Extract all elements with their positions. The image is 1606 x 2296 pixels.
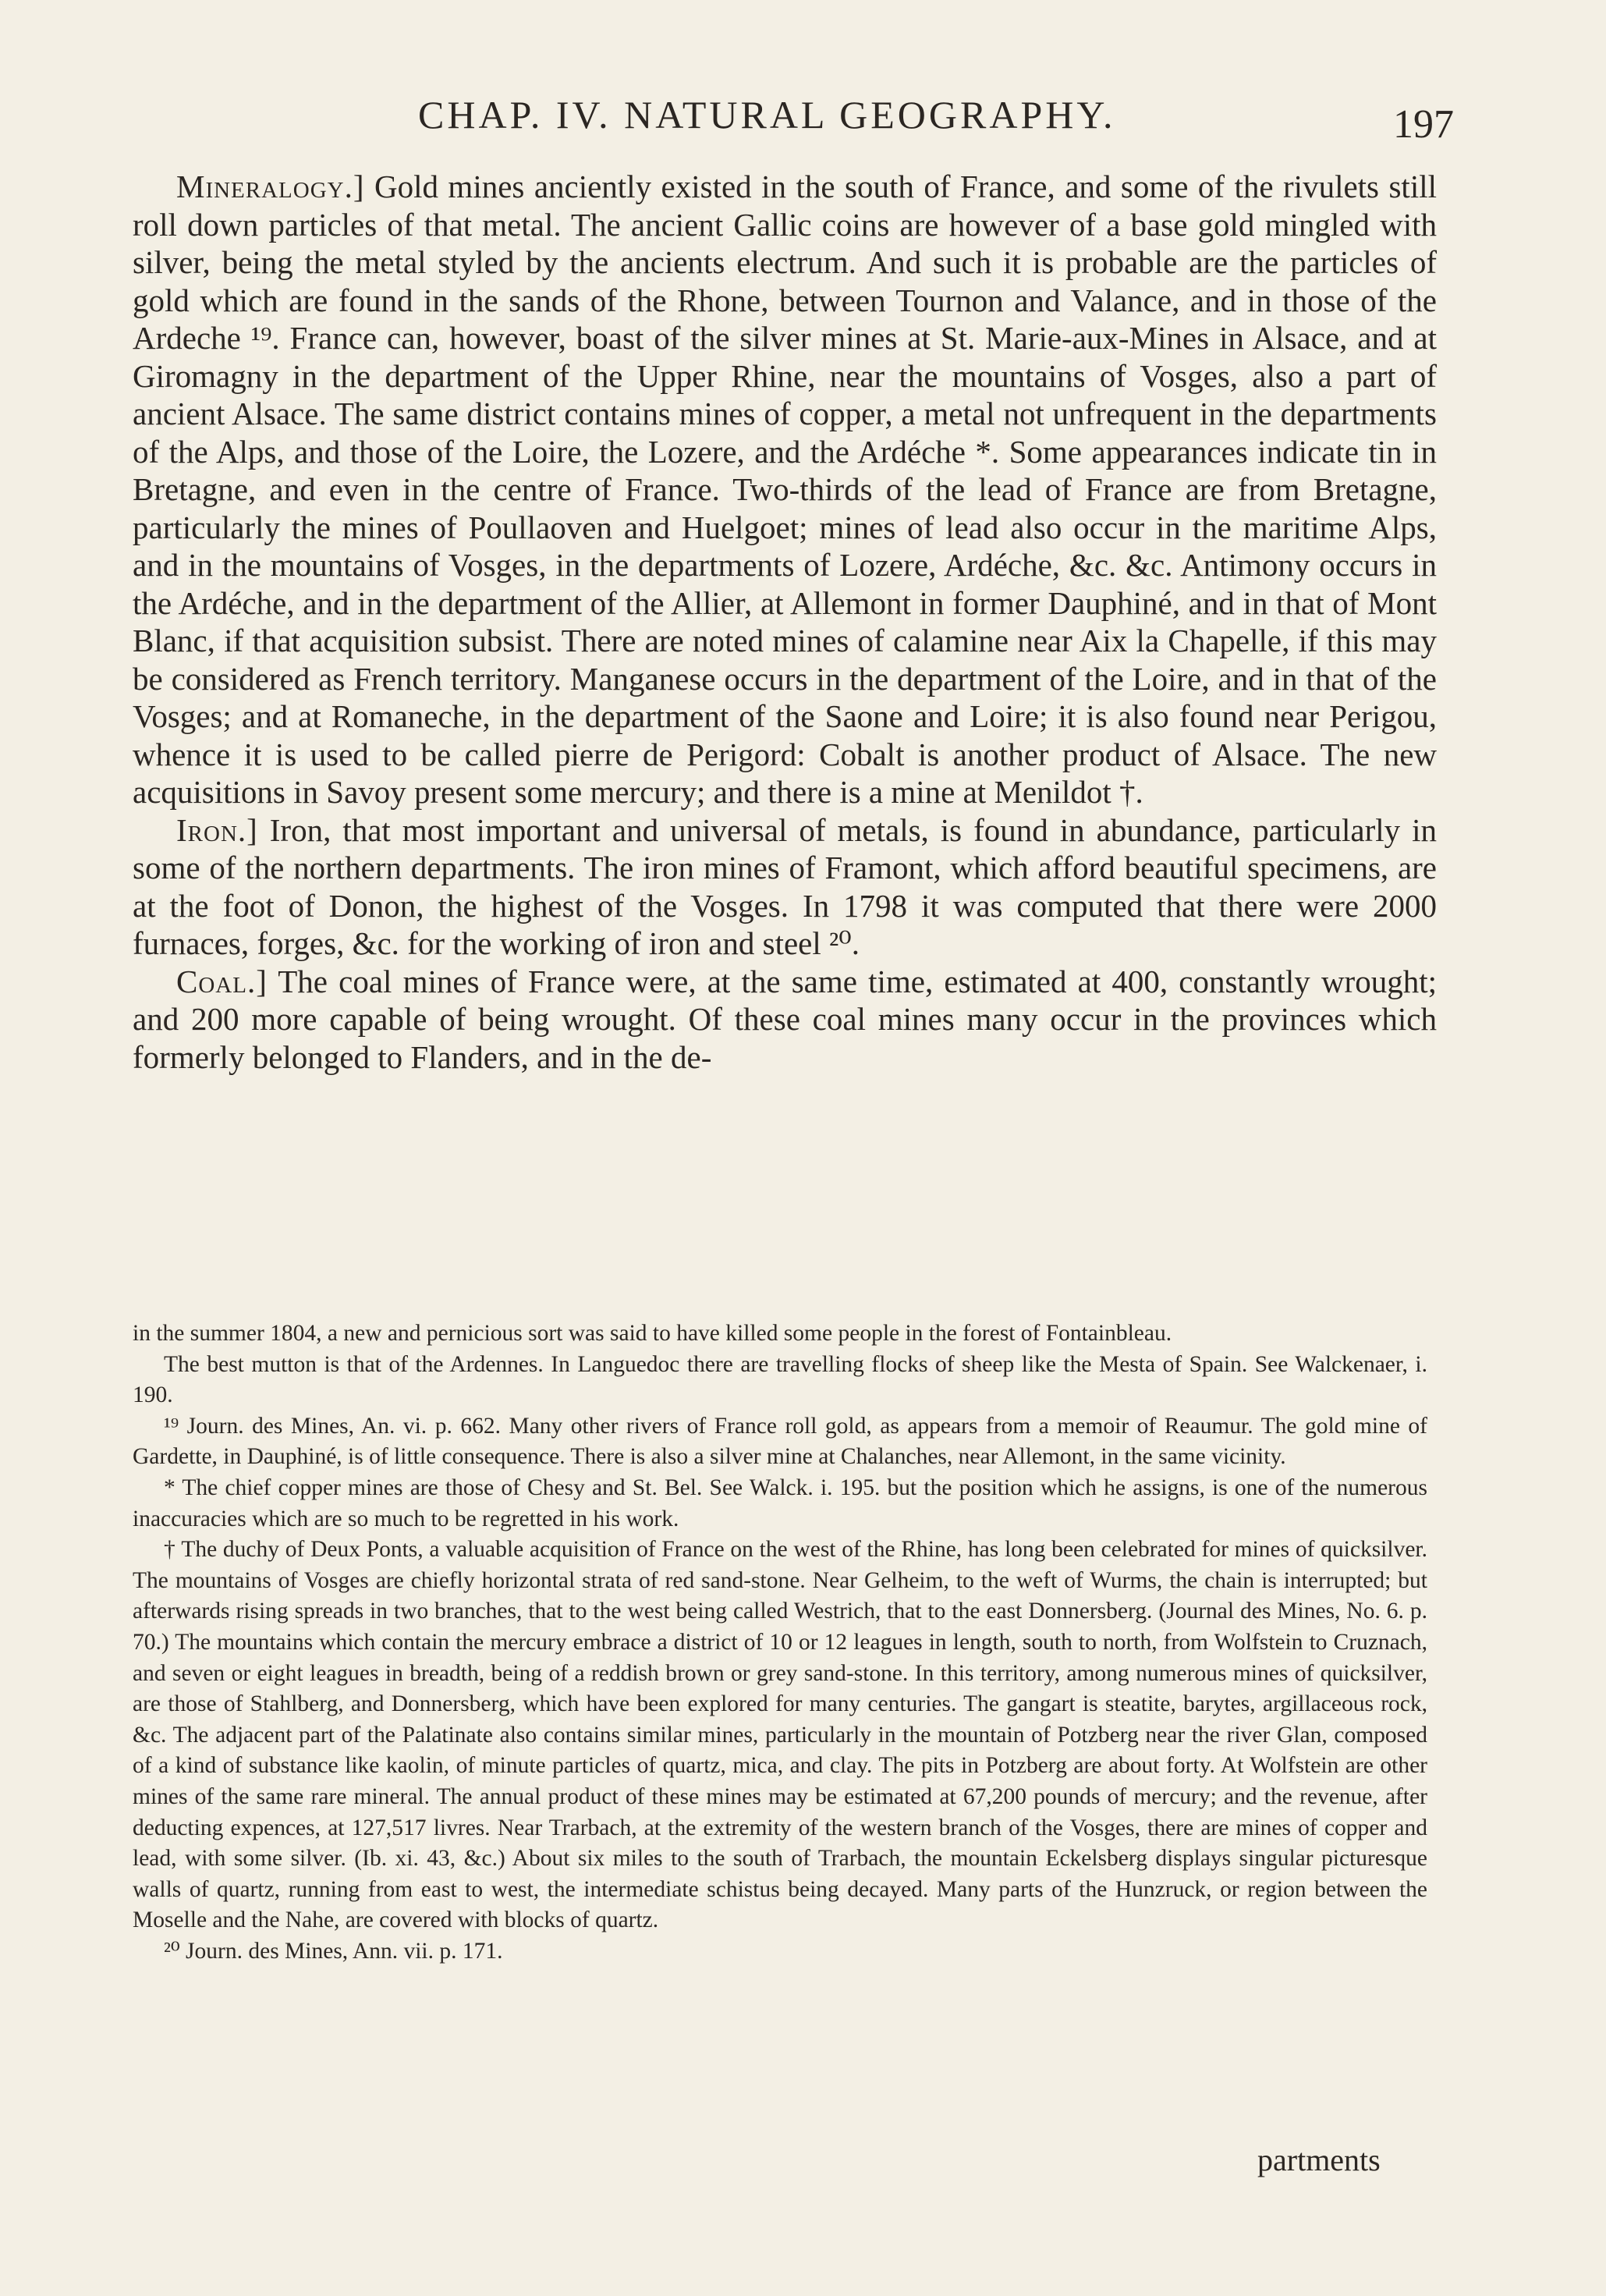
- footnote-19: ¹⁹ Journ. des Mines, An. vi. p. 662. Many other rivers of France roll gold, as appears from a memoir of Reaumur. The gold mine of Gardette, in Dauphiné, is of little consequence. There is also a silver mine at Chalanches, near Allemont, in the same vicinity.: [133, 1413, 1427, 1470]
- footnote-continued: in the summer 1804, a new and pernicious sort was said to have killed some people in the forest of Fontainbleau.: [133, 1321, 1172, 1346]
- paragraph-mineralogy: [133, 168, 1437, 811]
- paragraph-text: The coal mines of France were, at the same time, estimated at 400, constantly wrought; and 200 more capable of being wrought. Of these coal mines many occur in the provinces which formerly belonged to Flanders, and in the de-: [133, 963, 1437, 1075]
- paragraph-coal: [133, 963, 1437, 1077]
- page-header: [0, 92, 1606, 147]
- section-heading-iron: Iron.]: [176, 811, 258, 848]
- footnote-20: ²⁰ Journ. des Mines, Ann. vii. p. 171.: [164, 1938, 503, 1964]
- running-head: CHAP. IV. NATURAL GEOGRAPHY.: [418, 93, 1116, 137]
- paragraph-iron: [133, 811, 1437, 963]
- section-heading-mineralogy: Mineralogy.]: [176, 169, 365, 204]
- footnote-asterisk: * The chief copper mines are those of Chesy and St. Bel. See Walck. i. 195. but the position which he assigns, is one of the numerous inaccuracies which are so much to be regretted in his work.: [133, 1474, 1427, 1531]
- catchword: partments: [1257, 2142, 1381, 2177]
- footnote: The best mutton is that of the Ardennes. In Languedoc there are travelling flocks of sheep like the Mesta of Spain. See Walckenaer, i. 190.: [133, 1351, 1427, 1408]
- page-number: 197: [1393, 102, 1454, 147]
- footnote-dagger: † The duchy of Deux Ponts, a valuable acquisition of France on the west of the Rhine, has long been celebrated for mines of quicksilver. The mountains of Vosges are chiefly horizontal strata of red sand-stone. Near Gelheim, to the weft of Wurms, the chain is interrupted; but afterwards rising spreads in two branches, that to the west being called Westrich, that to the east Donnersberg. (Journal des Mines, No. 6. p. 70.) The mountains which contain the mercury embrace a district of 10 or 12 leagues in length, south to north, from Wolfstein to Cruznach, and seven or eight leagues in breadth, being of a reddish brown or grey sand-stone. In this territory, among numerous mines of quicksilver, are those of Stahlberg, and Donnersberg, which have been explored for many centuries. The gangart is steatite, barytes, argillaceous rock, &c. The adjacent part of the Palatinate also contains similar mines, particularly in the mountain of Potzberg near the river Glan, composed of a kind of substance like kaolin, of minute particles of quartz, mica, and clay. The pits in Potzberg are about forty. At Wolfstein are other mines of the same rare mineral. The annual product of these mines may be estimated at 67,200 pounds of mercury; and the revenue, after deducting expences, at 127,517 livres. Near Trarbach, at the extremity of the western branch of the Vosges, there are mines of copper and lead, with some silver. (Ib. xi. 43, &c.) About six miles to the south of Trarbach, the mountain Eckelsberg displays singular picturesque walls of quartz, running from east to west, the intermediate schistus being decayed. Many parts of the Hunzruck, or region between the Moselle and the Nahe, are covered with blocks of quartz.: [133, 1537, 1427, 1933]
- main-text: [133, 168, 1437, 1076]
- section-heading-coal: Coal.]: [176, 963, 268, 999]
- footnotes: [133, 1318, 1427, 1967]
- paragraph-text: Iron, that most important and universal of metals, is found in abundance, particularly in some of the northern departments. The iron mines of Framont, which afford beautiful specimens, are at the foot of Donon, the highest of the Vosges. In 1798 it was computed that there were 2000 furnaces, forges, &c. for the working of iron and steel ²⁰.: [133, 811, 1437, 961]
- paragraph-text: Gold mines anciently existed in the south of France, and some of the rivulets still roll down particles of that metal. The ancient Gallic coins are however of a base gold mingled with silver, being the metal styled by the ancients electrum. And such it is probable are the particles of gold which are found in the sands of the Rhone, between Tournon and Valance, and in those of the Ardeche ¹⁹. France can, however, boast of the silver mines at St. Marie-aux-Mines in Alsace, and at Giromagny in the department of the Upper Rhine, near the mountains of Vosges, also a part of ancient Alsace. The same district contains mines of copper, a metal not unfrequent in the departments of the Alps, and those of the Loire, the Lozere, and the Ardéche *. Some appearances indicate tin in Bretagne, and even in the centre of France. Two-thirds of the lead of France are from Bretagne, particularly the mines of Poullaoven and Huelgoet; mines of lead also occur in the maritime Alps, and in the mountains of Vosges, in the departments of Lozere, Ardéche, &c. &c. Antimony occurs in the Ardéche, and in the department of the Allier, at Allemont in former Dauphiné, and in that of Mont Blanc, if that acquisition subsist. There are noted mines of calamine near Aix la Chapelle, if this may be considered as French territory. Manganese occurs in the department of the Loire, and in that of the Vosges; and at Romaneche, in the department of the Saone and Loire; it is also found near Perigou, whence it is used to be called pierre de Perigord: Cobalt is another product of Alsace. The new acquisitions in Savoy present some mercury; and there is a mine at Menildot †.: [133, 169, 1437, 810]
